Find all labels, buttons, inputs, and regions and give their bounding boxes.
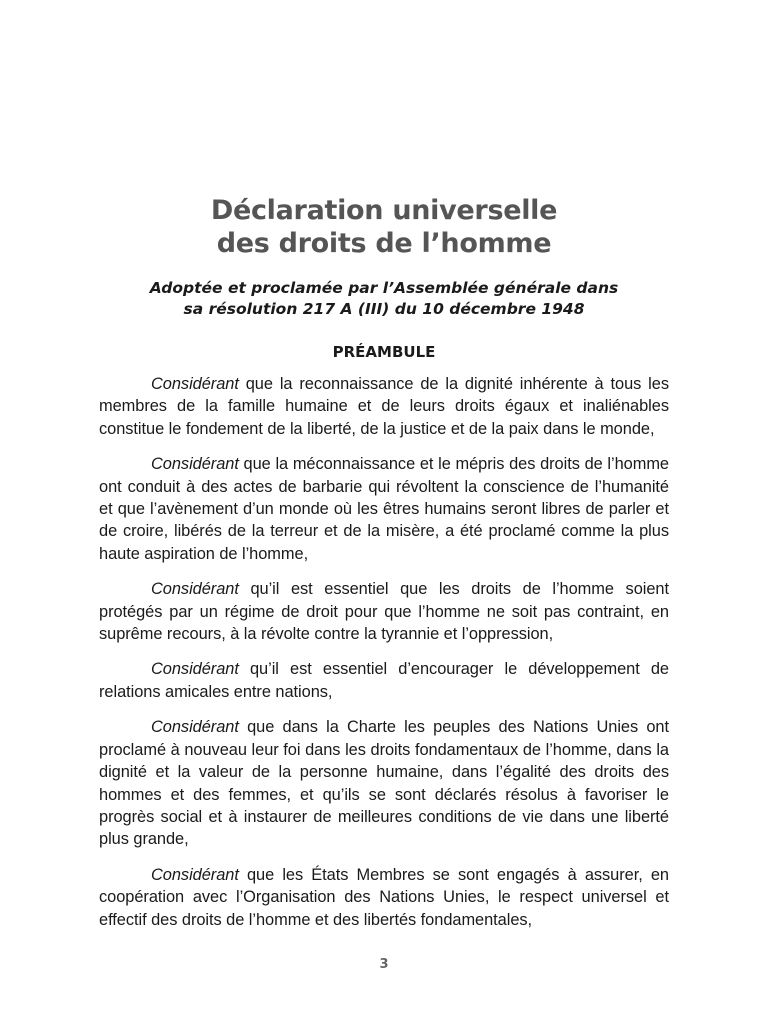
paragraph-text: qu’il est essentiel que les droits de l’homme soient protégés par un régime de droit pour que l’homme ne soit pas contraint, en suprême recours, à la révolte contre la tyrannie et l’oppression,	[99, 580, 669, 644]
paragraph	[99, 864, 669, 931]
paragraph	[99, 453, 669, 565]
paragraph-lead: Considérant	[151, 660, 239, 679]
paragraph-text: que la reconnaissance de la dignité inhérente à tous les membres de la famille humaine et de leurs droits égaux et inaliénables constitue le fondement de la liberté, de la justice et de la paix dans le monde,	[99, 375, 669, 438]
title-line-1: Déclaration universelle	[210, 195, 558, 226]
paragraph-text: que dans la Charte les peuples des Nations Unies ont proclamé à nouveau leur foi dans les droits fondamentaux de l’homme, dans la dignité et la valeur de la personne humaine, dans l’égalité des droits des hommes et des femmes, et qu’ils se sont déclarés résolus à favoriser le progrès social et à instaurer de meilleures conditions de vie dans une liberté plus grande,	[99, 718, 669, 849]
paragraph-text: que la méconnaissance et le mépris des droits de l’homme ont conduit à des actes de barbarie qui révoltent la conscience de l’humanité et que l’avènement d’un monde où les êtres humains seront libres de parler et de croire, libérés de la terreur et de la misère, a été proclamé comme la plus haute aspiration de l’homme,	[99, 455, 669, 563]
section-heading: PRÉAMBULE	[332, 343, 436, 361]
subtitle-line-2: sa résolution 217 A (III) du 10 décembre 1948	[183, 300, 585, 318]
page-number: 3	[379, 957, 389, 972]
paragraph	[99, 578, 669, 645]
paragraph-text: que les États Membres se sont engagés à assurer, en coopération avec l’Organisation des Nations Unies, le respect universel et effectif des droits de l’homme et des libertés fondamentales,	[99, 865, 669, 929]
paragraph-lead: Considérant	[151, 580, 239, 599]
document-title	[0, 194, 768, 260]
document-subtitle	[0, 278, 768, 320]
paragraph-lead: Considérant	[151, 375, 239, 393]
paragraph-lead: Considérant	[151, 718, 239, 737]
paragraph	[99, 716, 669, 850]
paragraph-lead: Considérant	[151, 865, 239, 884]
subtitle-line-1: Adoptée et proclamée par l’Assemblée générale dans	[149, 279, 619, 297]
paragraph-text: qu’il est essentiel d’encourager le développement de relations amicales entre nations,	[99, 660, 669, 701]
document-body	[99, 373, 669, 944]
paragraph	[99, 658, 669, 703]
title-line-2: des droits de l’homme	[216, 228, 552, 259]
paragraph	[99, 373, 669, 440]
paragraph-lead: Considérant	[151, 455, 239, 474]
